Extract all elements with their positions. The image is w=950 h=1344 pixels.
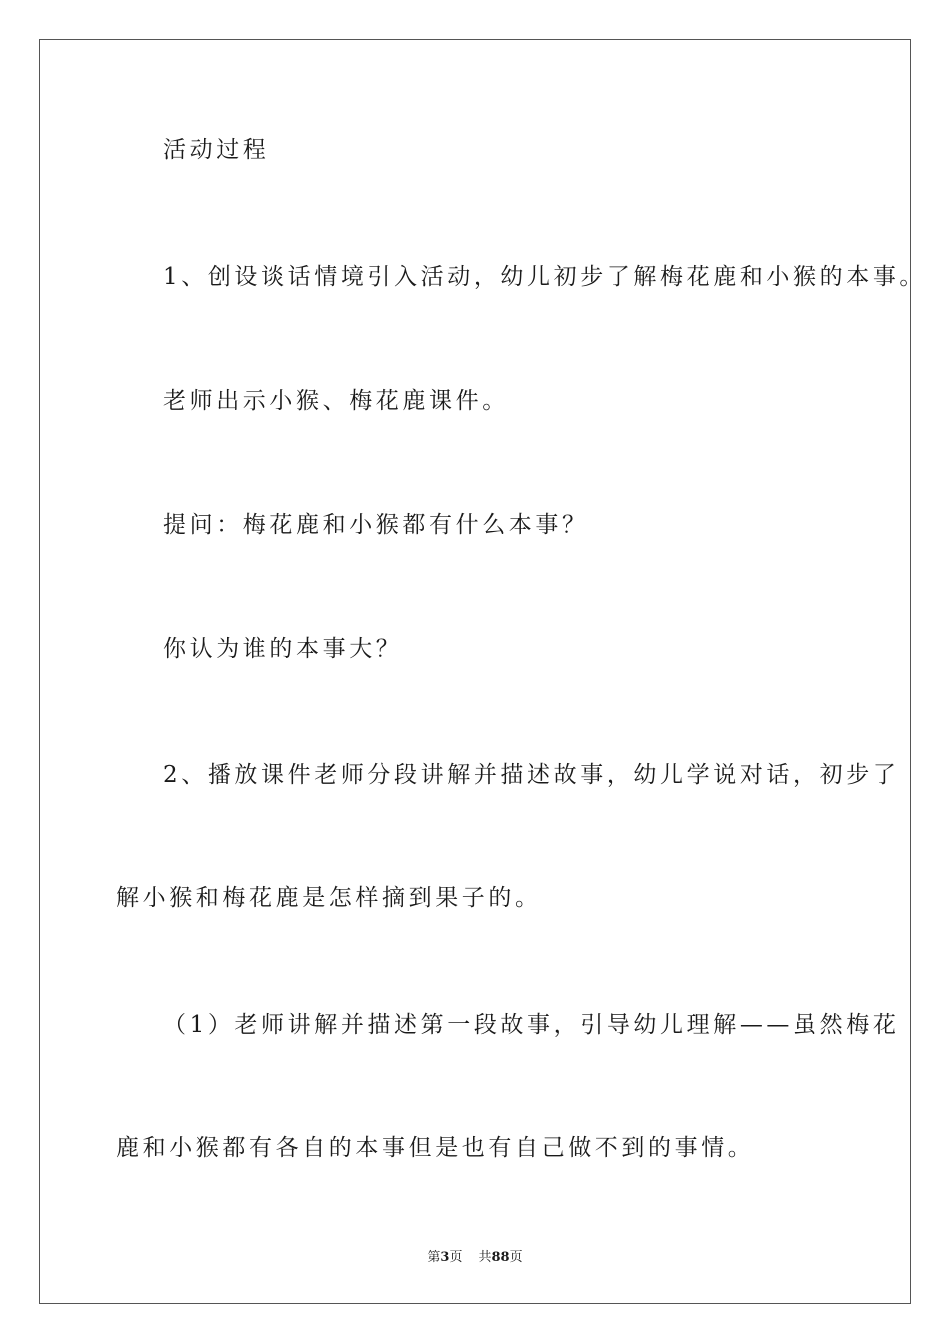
paragraph-line: （1）老师讲解并描述第一段故事，引导幼儿理解——虽然梅花 xyxy=(163,1012,900,1038)
footer-page-prefix: 第 xyxy=(427,1250,441,1265)
footer-total-prefix: 共 xyxy=(478,1250,492,1265)
footer-page-number: 3 xyxy=(440,1250,450,1265)
paragraph-line: 鹿和小猴都有各自的本事但是也有自己做不到的事情。 xyxy=(116,1135,755,1161)
section-heading: 活动过程 xyxy=(163,137,270,163)
footer-page-suffix: 页 xyxy=(449,1250,463,1265)
paragraph-line: 1、创设谈话情境引入活动，幼儿初步了解梅花鹿和小猴的本事。 xyxy=(163,264,927,290)
paragraph-line: 2、播放课件老师分段讲解并描述故事，幼儿学说对话，初步了 xyxy=(163,762,900,788)
page-footer xyxy=(0,1246,950,1265)
paragraph-line: 老师出示小猴、梅花鹿课件。 xyxy=(163,388,509,414)
paragraph-line: 解小猴和梅花鹿是怎样摘到果子的。 xyxy=(116,885,542,911)
page-border xyxy=(39,39,911,1304)
footer-total-suffix: 页 xyxy=(509,1250,523,1265)
paragraph-line: 提问：梅花鹿和小猴都有什么本事？ xyxy=(163,512,589,538)
paragraph-line: 你认为谁的本事大？ xyxy=(163,636,403,662)
footer-total-pages: 88 xyxy=(491,1250,510,1265)
